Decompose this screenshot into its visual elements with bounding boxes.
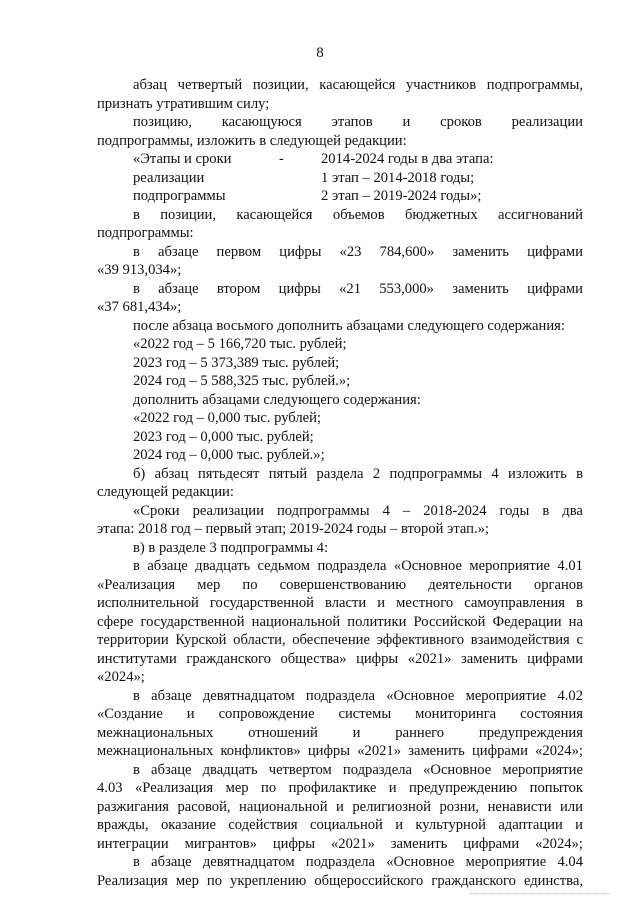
- page-number: 8: [316, 45, 324, 61]
- document-body: [97, 76, 583, 890]
- text-line: исполнительной государственной власти и местного самоуправления в: [97, 595, 583, 611]
- text-line: «2022 год – 0,000 тыс. рублей;: [133, 410, 321, 426]
- text-line: «2024»;: [97, 669, 145, 685]
- text-line: дополнить абзацами следующего содержания:: [133, 391, 421, 408]
- table-cell: подпрограммы: [133, 188, 226, 204]
- text-line: позицию, касающуюся этапов и сроков реализации: [133, 114, 583, 130]
- table-cell: 1 этап – 2014-2018 годы;: [321, 169, 475, 186]
- table-cell: 2014-2024 годы в два этапа:: [321, 151, 494, 167]
- text-line: в абзаце втором цифры «21 553,000» заменить цифрами: [133, 280, 583, 297]
- table-row: [97, 150, 583, 169]
- stages-table: [97, 150, 583, 206]
- text-line: в позиции, касающейся объемов бюджетных ассигнований: [133, 206, 583, 223]
- text-line: 2023 год – 5 373,389 тыс. рублей;: [133, 354, 340, 371]
- text-line: 2023 год – 0,000 тыс. рублей;: [133, 428, 314, 445]
- text-line: абзац четвертый позиции, касающейся участников подпрограммы,: [133, 77, 583, 93]
- text-line: «Создание и сопровождение системы мониторинга состояния: [97, 706, 583, 722]
- table-row: [97, 187, 583, 206]
- text-line: подпрограммы:: [97, 225, 194, 241]
- table-cell: 2 этап – 2019-2024 годы»;: [321, 188, 482, 204]
- text-line: этапа: 2018 год – первый этап; 2019-2024 годы – второй этап.»;: [97, 521, 489, 537]
- text-line: «Реализация мер по совершенствованию деятельности органов: [97, 576, 583, 593]
- text-line: территории Курской области, обеспечение эффективного взаимодействия с: [97, 632, 583, 648]
- text-line: 2024 год – 0,000 тыс. рублей.»;: [133, 447, 325, 463]
- table-cell: [279, 169, 321, 188]
- text-line: вражды, оказание содействия социальной и культурной адаптации и: [97, 817, 583, 833]
- text-line: после абзаца восьмого дополнить абзацами следующего содержания:: [133, 317, 565, 334]
- table-cell: -: [279, 151, 284, 167]
- table-cell: [279, 187, 321, 206]
- text-line: интеграции мигрантов» цифры «2021» заменить цифрами «2024»;: [97, 835, 583, 852]
- text-line: признать утратившим силу;: [97, 95, 270, 112]
- text-line: «Сроки реализации подпрограммы 4 – 2018-2024 годы в два: [133, 502, 583, 519]
- text-line: в) в разделе 3 подпрограммы 4:: [133, 539, 329, 556]
- text-line: в абзаце двадцать четвертом подраздела «Основное мероприятие: [133, 761, 583, 778]
- text-line: в абзаце двадцать седьмом подраздела «Основное мероприятие 4.01: [133, 558, 583, 574]
- scan-artifact-line: [470, 893, 610, 895]
- text-line: в абзаце девятнадцатом подраздела «Основное мероприятие 4.04: [133, 854, 583, 870]
- table-cell: реализации: [133, 169, 205, 186]
- text-line: «37 681,434»;: [97, 299, 182, 315]
- table-row: [97, 169, 583, 188]
- text-line: «39 913,034»;: [97, 262, 182, 278]
- table-cell: «Этапы и сроки: [133, 151, 232, 167]
- text-line: в абзаце первом цифры «23 784,600» заменить цифрами: [133, 243, 583, 260]
- text-line: межнациональных отношений и раннего предупреждения: [97, 724, 583, 741]
- text-line: институтами гражданского общества» цифры «2021» заменить цифрами: [97, 650, 583, 667]
- text-line: подпрограммы, изложить в следующей редакции:: [97, 132, 407, 149]
- text-line: следующей редакции:: [97, 484, 234, 500]
- text-line: Реализация мер по укреплению общероссийского гражданского единства,: [97, 872, 583, 889]
- text-line: 4.03 «Реализация мер по профилактике и предупреждению попыток: [97, 780, 583, 796]
- paragraph-block-2: [97, 206, 583, 891]
- text-line: «2022 год – 5 166,720 тыс. рублей;: [133, 336, 347, 352]
- text-line: б) абзац пятьдесят пятый раздела 2 подпрограммы 4 изложить в: [133, 465, 583, 482]
- text-line: в абзаце девятнадцатом подраздела «Основное мероприятие 4.02: [133, 687, 583, 704]
- text-line: межнациональных конфликтов» цифры «2021» заменить цифрами «2024»;: [97, 743, 583, 759]
- text-line: 2024 год – 5 588,325 тыс. рублей.»;: [133, 373, 351, 389]
- text-line: разжигания расовой, национальной и религиозной розни, ненависти или: [97, 798, 583, 815]
- text-line: сфере государственной национальной политики Российской Федерации на: [97, 613, 583, 630]
- paragraph-block-1: [97, 76, 583, 150]
